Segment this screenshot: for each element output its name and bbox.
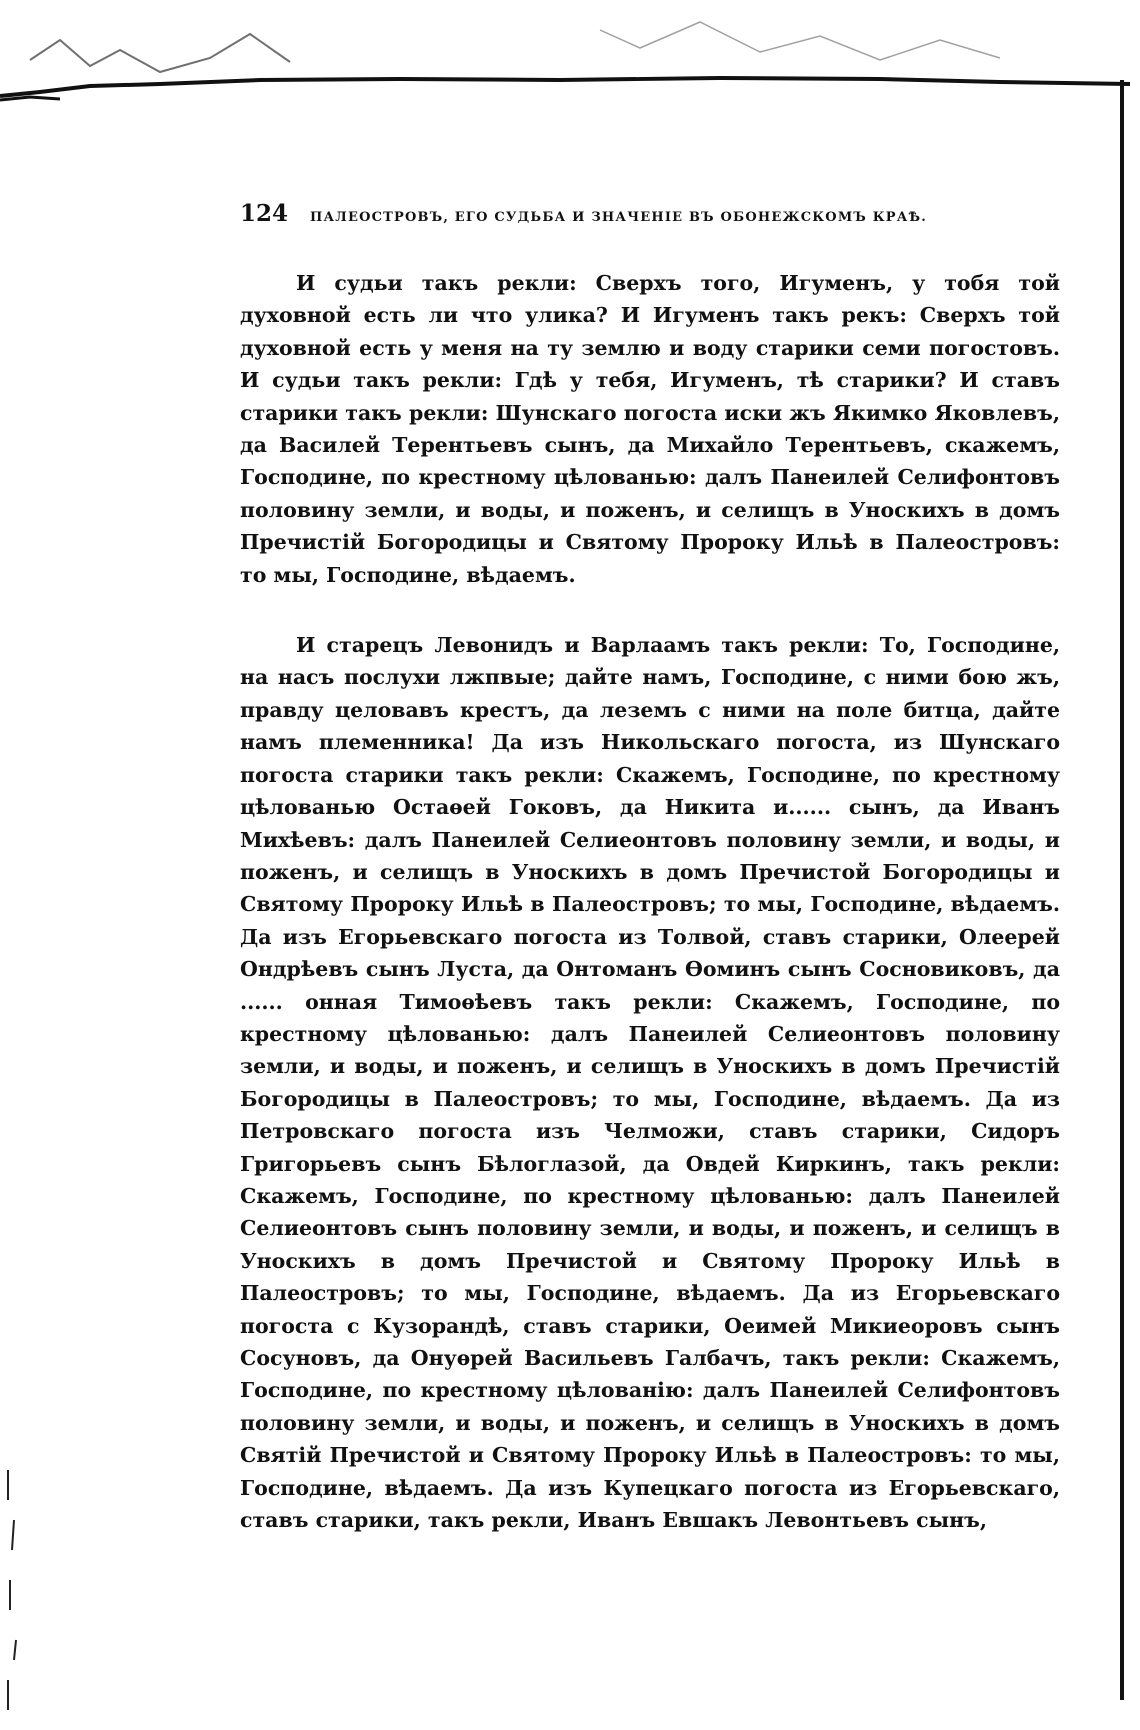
scan-edge-top <box>0 0 1140 110</box>
scan-edge-left <box>0 1460 60 1730</box>
page-header <box>240 200 1060 227</box>
page-number: 124 <box>240 200 289 227</box>
book-page <box>240 200 1060 1536</box>
paragraph-2: И старецъ Левонидъ и Варлаамъ такъ рекли: То, Господине, на насъ послухи лжпвые; дайте намъ, Господине, с ними бою жъ, правду целовавъ крестъ, да леземъ с ними на поле битца, дайте намъ племенника! Да изъ Никольскаго погоста, из Шунскаго погоста старики такъ рекли: Скажемъ, Господине, по крестному цѣлованью Остаѳей Гоковъ, да Никита и...... сынъ, да Иванъ Михѣевъ: далъ Панеилей Селиеонтовъ половину земли, и воды, и поженъ, и селищъ в Уноскихъ в домъ Пречистой Богородицы и Святому Пророку Ильѣ в Палеостровъ; то мы, Господине, вѣдаемъ. Да изъ Егорьевскаго погоста из Толвой, ставъ старики, Олеерей Ондрѣевъ сынъ Луста, да Онтоманъ Ѳоминъ сынъ Сосновиковъ, да ...... онная Тимоѳѣевъ такъ рекли: Скажемъ, Господине, по крестному цѣлованью: далъ Панеилей Селиеонтовъ половину земли, и воды, и поженъ, и селищъ в Уноскихъ в домъ Пречистій Богородицы в Палеостровъ; то мы, Господине, вѣдаемъ. Да из Петровскаго погоста изъ Челможи, ставъ старики, Сидоръ Григорьевъ сынъ Бѣлоглазой, да Овдей Киркинъ, такъ рекли: Скажемъ, Господине, по крестному цѣлованью: далъ Панеилей Селиеонтовъ сынъ половину земли, и воды, и поженъ, и селищъ в Уноскихъ в домъ Пречистой и Святому Пророку Ильѣ в Палеостровъ; то мы, Господине, вѣдаемъ. Да из Егорьевскаго погоста с Кузорандѣ, ставъ старики, Оеимей Микиеоровъ сынъ Сосуновъ, да Онуѳрей Васильевъ Галбачъ, такъ рекли: Скажемъ, Господине, по крестному цѣлованію: далъ Панеилей Селифонтовъ половину земли, и воды, и поженъ, и селищъ в Уноскихъ в домъ Святій Пречистой и Святому Пророку Ильѣ в Палеостровъ: то мы, Господине, вѣдаемъ. Да изъ Купецкаго погоста из Егорьевскаго, ставъ старики, такъ рекли, Иванъ Евшакъ Левонтьевъ сынъ, <box>240 633 1060 1533</box>
scan-edge-right <box>1120 80 1124 1700</box>
running-title: ПАЛЕОСТРОВЪ, ЕГО СУДЬБА И ЗНАЧЕНІЕ ВЪ ОБОНЕЖСКОМЪ КРАѢ. <box>310 210 927 225</box>
paragraph-1: И судьи такъ рекли: Сверхъ того, Игуменъ, у тобя той духовной есть ли что улика? И Игуменъ такъ рекъ: Сверхъ той духовной есть у меня на ту землю и воду старики семи погостовъ. И судьи такъ рекли: Гдѣ у тебя, Игуменъ, тѣ старики? И ставъ старики такъ рекли: Шунскаго погоста иски жъ Якимко Яковлевъ, да Василей Терентьевъ сынъ, да Михайло Терентьевъ, скажемъ, Господине, по крестному цѣлованью: далъ Панеилей Селифонтовъ половину земли, и воды, и поженъ, и селищъ в Уноскихъ в домъ Пречистій Богородицы и Святому Пророку Ильѣ в Палеостровъ: то мы, Господине, вѣдаемъ. <box>240 271 1060 587</box>
